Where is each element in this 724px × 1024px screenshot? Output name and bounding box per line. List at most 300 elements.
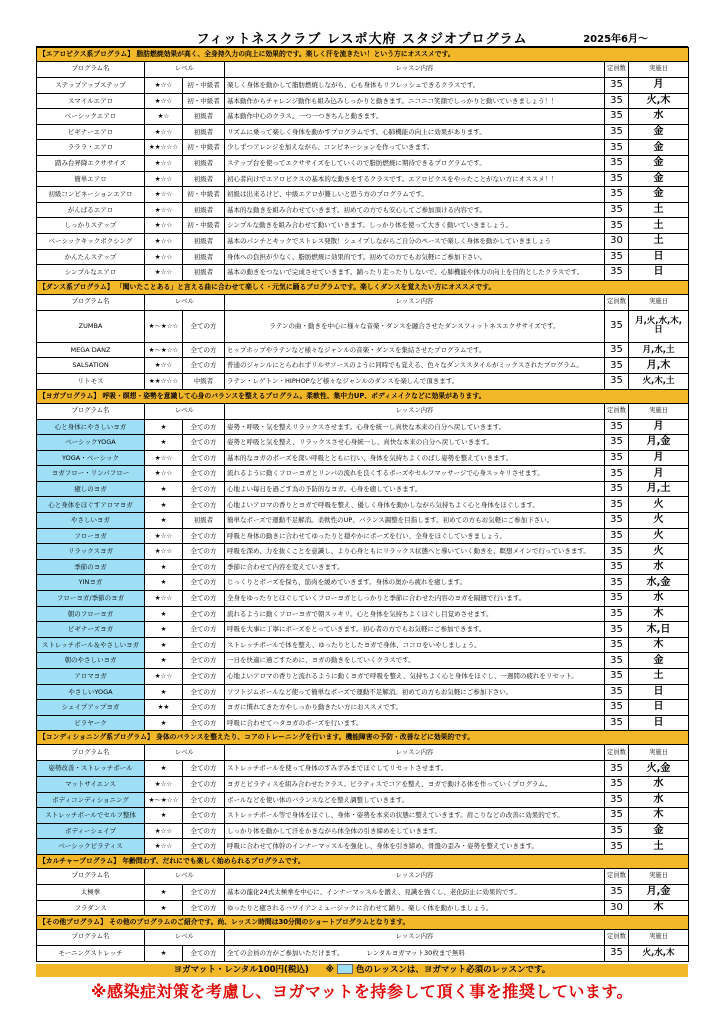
schedule-days: 月,金 — [629, 884, 689, 900]
program-name: 踏み台昇降エクササイズ — [37, 155, 145, 171]
difficulty-stars: ★☆☆ — [145, 450, 183, 466]
difficulty-stars: ★★☆☆☆ — [145, 373, 183, 389]
lesson-description: 全ての会員の方がご参加いただけます。 レンタルヨガマット30枚まで無料 — [225, 946, 605, 962]
schedule-days: 木 — [629, 637, 689, 653]
infection-warning: ※感染症対策を考慮し、ヨガマットを持参して頂く事を推奨しています。 — [90, 981, 634, 1001]
capacity: 35 — [605, 575, 629, 591]
header-content: レッスン内容 — [225, 930, 605, 946]
program-name: フラダンス — [37, 900, 145, 916]
target-level: 全ての方 — [183, 637, 225, 653]
program-name: ビギナーズヨガ — [37, 622, 145, 638]
difficulty-stars: ★☆☆ — [145, 78, 183, 94]
schedule-days: 木 — [629, 808, 689, 824]
target-level: 初・中級者 — [183, 78, 225, 94]
lesson-description: 基本の龍化24式太極拳を中心に、インナーマッスルを鍛え、見識を強くし、老化防止に効果的です。 — [225, 884, 605, 900]
capacity: 35 — [605, 218, 629, 234]
target-level: 全ての方 — [183, 792, 225, 808]
target-level: 初級者 — [183, 155, 225, 171]
header-capacity: 定員数 — [605, 868, 629, 884]
schedule-days: 金 — [629, 124, 689, 140]
program-name: YOGA・ベーシック — [37, 450, 145, 466]
target-level: 全ての方 — [183, 700, 225, 716]
schedule-days: 月,金 — [629, 435, 689, 451]
program-name: やさしいYOGA — [37, 684, 145, 700]
lesson-description: シンプルな動きを組み合わせて動いていきます。しっかり体を使って大きく動いていきましょう。 — [225, 218, 605, 234]
difficulty-stars: ★ — [145, 684, 183, 700]
header-day: 実施日 — [629, 745, 689, 761]
capacity: 35 — [605, 435, 629, 451]
lesson-description: ヒップホップやラテンなど様々なジャンルの音楽・ダンスを集結させたプログラムです。 — [225, 342, 605, 358]
section-heading: 【エアロビクス系プログラム】 脂肪燃焼効果が高く、全身持久力の向上に効果的です。楽しく汗を流きたい！という方にオススメです。 — [37, 48, 689, 62]
header-level: レベル — [145, 868, 225, 884]
blue-color-swatch — [337, 964, 353, 974]
lesson-description: 季節に合わせて内容を変えていきます。 — [225, 559, 605, 575]
header-content: レッスン内容 — [225, 403, 605, 419]
header-program-name: プログラム名 — [37, 294, 145, 310]
target-level: 中級者 — [183, 373, 225, 389]
program-name: しっかりステップ — [37, 218, 145, 234]
capacity: 35 — [605, 497, 629, 513]
lesson-description: 姿勢・呼吸・気を整えリラックスさせます。心身を統一し真快な本来の自分へ戻していきます。 — [225, 419, 605, 435]
program-name: 心と身体をほぐすアロマヨガ — [37, 497, 145, 513]
program-name: 季節のヨガ — [37, 559, 145, 575]
program-row — [37, 513, 689, 529]
capacity: 35 — [605, 559, 629, 575]
header-level: レベル — [145, 745, 225, 761]
program-name: SALSATION — [37, 358, 145, 374]
target-level: 全ての方 — [183, 606, 225, 622]
capacity: 35 — [605, 808, 629, 824]
schedule-days: 金 — [629, 823, 689, 839]
difficulty-stars: ★☆☆ — [145, 249, 183, 265]
capacity: 35 — [605, 884, 629, 900]
target-level: 全ての方 — [183, 761, 225, 777]
target-level: 全ての方 — [183, 528, 225, 544]
program-name: 朝のフローヨガ — [37, 606, 145, 622]
header-program-name: プログラム名 — [37, 930, 145, 946]
header-capacity: 定員数 — [605, 745, 629, 761]
target-level: 全ての方 — [183, 544, 225, 560]
schedule-days: 火,水,木 — [629, 946, 689, 962]
lesson-description: 少しずつアレンジを加えながら、コンビネーションを作っていきます。 — [225, 140, 605, 156]
schedule-days: 水 — [629, 591, 689, 607]
lesson-description: 呼吸を深め、力を抜くことを意識し、より心身ともにリラックス状態へと導いていく動きを、瞑想メインで行っていきます。 — [225, 544, 605, 560]
schedule-days: 月 — [629, 466, 689, 482]
capacity: 35 — [605, 669, 629, 685]
schedule-days: 木 — [629, 900, 689, 916]
program-row — [37, 155, 689, 171]
header-day: 実施日 — [629, 868, 689, 884]
target-level: 全ての方 — [183, 622, 225, 638]
lesson-description: 呼吸を大事に丁寧にポーズをとっていきます。初心者の方でもお気軽にご参加できます。 — [225, 622, 605, 638]
program-row — [37, 171, 689, 187]
capacity: 35 — [605, 776, 629, 792]
header-program-name: プログラム名 — [37, 868, 145, 884]
program-row — [37, 202, 689, 218]
target-level: 初級者 — [183, 202, 225, 218]
lesson-description: ヨガとピラティスを組み合わせたクラス。ピラティスでコアを整え、ヨガで動ける体を作っていくプログラム。 — [225, 776, 605, 792]
program-row — [37, 669, 689, 685]
program-name: ボディーシェイプ — [37, 823, 145, 839]
program-row — [37, 808, 689, 824]
lesson-description: ヨガに慣れてきた方やしっかり動きたい方におススメです。 — [225, 700, 605, 716]
program-row — [37, 700, 689, 716]
schedule-days: 月,木 — [629, 358, 689, 374]
program-row — [37, 622, 689, 638]
capacity: 35 — [605, 450, 629, 466]
lesson-description: 心地よいアロマの香りと流れるように動くヨガで呼吸を整え、気持ちよく心と身体をほぐし、一週間の疲れをリセット。 — [225, 669, 605, 685]
program-name: ZUMBA — [37, 310, 145, 342]
difficulty-stars: ★ — [145, 606, 183, 622]
target-level: 初級者 — [183, 109, 225, 125]
program-name: かんたんステップ — [37, 249, 145, 265]
program-row — [37, 544, 689, 560]
lesson-description: 呼吸に合わせて体幹のインナーマッスルを強化し、身体を引き締め、骨盤の歪み・姿勢を整えていきます。 — [225, 839, 605, 855]
target-level: 初級者 — [183, 265, 225, 281]
program-name: ベーシックピラティス — [37, 839, 145, 855]
capacity: 35 — [605, 761, 629, 777]
lesson-description: 流れるように動くフローヨガとリンパの流れを良くするポーズやセルフマッサージで心身スッキリさせます。 — [225, 466, 605, 482]
target-level: 全ての方 — [183, 591, 225, 607]
schedule-days: 水 — [629, 559, 689, 575]
effective-date: 2025年6月～ — [583, 34, 648, 45]
program-row — [37, 575, 689, 591]
schedule-days: 月,水,土 — [629, 342, 689, 358]
schedule-days: 水 — [629, 792, 689, 808]
program-row — [37, 761, 689, 777]
capacity: 35 — [605, 155, 629, 171]
schedule-days: 金 — [629, 171, 689, 187]
capacity: 35 — [605, 481, 629, 497]
program-name: 心と身体にやさしいヨガ — [37, 419, 145, 435]
schedule-days: 火 — [629, 544, 689, 560]
program-row — [37, 481, 689, 497]
schedule-days: 土 — [629, 669, 689, 685]
target-level: 全ての方 — [183, 419, 225, 435]
program-name: 初級コンビネーションエアロ — [37, 187, 145, 203]
capacity: 35 — [605, 109, 629, 125]
lesson-description: ボールなどを使い体のバランスなどを整え調整していきます。 — [225, 792, 605, 808]
program-name: シンプルなエアロ — [37, 265, 145, 281]
schedule-days: 月,土 — [629, 481, 689, 497]
lesson-description: 基本的なヨガのポーズを深い呼吸とともに行い、身体を気持ちよくのばし姿勢を整えていきます。 — [225, 450, 605, 466]
program-name: YINヨガ — [37, 575, 145, 591]
capacity: 35 — [605, 140, 629, 156]
difficulty-stars: ★★ — [145, 700, 183, 716]
program-name: がんばるエアロ — [37, 202, 145, 218]
title-bar — [36, 26, 688, 47]
difficulty-stars: ★ — [145, 513, 183, 529]
section-heading-row — [37, 731, 689, 745]
lesson-description: しっかり体を動かして汗をかきながら体全体の引き締めをしていきます。 — [225, 823, 605, 839]
lesson-description: ラテン・レゲトン・HIPHOPなど様々なジャンルのダンスを楽しんで頂きます。 — [225, 373, 605, 389]
schedule-days: 火,木,土 — [629, 373, 689, 389]
target-level: 全ての方 — [183, 481, 225, 497]
capacity: 35 — [605, 171, 629, 187]
lesson-description: 基本のパンチとキックでストレス発散！シェイプしながらご自分のペースで楽しく身体を動かしていきましょう — [225, 233, 605, 249]
lesson-description: 心地よい毎日を過ごす為の予防的なヨガ。心身を癒していきます。 — [225, 481, 605, 497]
lesson-description: 姿勢と呼吸と気を整え、リラックスさせ心身統一し、真快な本来の自分へ戻していきます。 — [225, 435, 605, 451]
capacity: 35 — [605, 606, 629, 622]
program-row — [37, 218, 689, 234]
difficulty-stars: ★★☆☆☆ — [145, 140, 183, 156]
difficulty-stars: ★ — [145, 884, 183, 900]
difficulty-stars: ★☆☆ — [145, 265, 183, 281]
program-row — [37, 776, 689, 792]
target-level: 全ての方 — [183, 808, 225, 824]
program-name: ボディコンディショニング — [37, 792, 145, 808]
lesson-description: 基本動作からチャレンジ動作も組み込みしっかりと動きます。ニコニコ笑顔でしっかりと動いていきましょう！！ — [225, 93, 605, 109]
difficulty-stars: ★☆☆ — [145, 669, 183, 685]
section-heading: 【カルチャープログラム】 年齢問わず、だれにでも楽しく始められるプログラムです。 — [37, 854, 689, 868]
target-level: 全ての方 — [183, 342, 225, 358]
schedule-days: 火 — [629, 513, 689, 529]
program-table — [36, 47, 689, 962]
capacity: 35 — [605, 419, 629, 435]
program-name: ストレッチポール＆やさしいヨガ — [37, 637, 145, 653]
capacity: 30 — [605, 233, 629, 249]
target-level: 初級者 — [183, 513, 225, 529]
target-level: 初・中級者 — [183, 93, 225, 109]
capacity: 35 — [605, 684, 629, 700]
header-level: レベル — [145, 930, 225, 946]
capacity: 35 — [605, 715, 629, 731]
program-name: フローヨガ/季節のヨガ — [37, 591, 145, 607]
lesson-description: 身体への負担が少なく、脂肪燃焼に効果的です。初めての方でもお気軽にご参加下さい。 — [225, 249, 605, 265]
header-capacity: 定員数 — [605, 62, 629, 78]
target-level: 全ての方 — [183, 653, 225, 669]
lesson-description: リズムに乗って楽しく身体を動かすプログラムです。心肺機能の向上に効果があります。 — [225, 124, 605, 140]
target-level: 全ての方 — [183, 776, 225, 792]
target-level: 全ての方 — [183, 884, 225, 900]
program-row — [37, 373, 689, 389]
header-level: レベル — [145, 403, 225, 419]
capacity: 35 — [605, 342, 629, 358]
capacity: 35 — [605, 622, 629, 638]
target-level: 全ての方 — [183, 450, 225, 466]
program-row — [37, 233, 689, 249]
capacity: 35 — [605, 591, 629, 607]
page-title: フィットネスクラブ レスポ大府 スタジオプログラム — [196, 32, 528, 47]
schedule-days: 水,金 — [629, 575, 689, 591]
schedule-days: 月 — [629, 450, 689, 466]
difficulty-stars: ★ — [145, 637, 183, 653]
difficulty-stars: ★ — [145, 715, 183, 731]
lesson-description: 一日を快適に過ごすために、ヨガの動きをしていくクラスです。 — [225, 653, 605, 669]
lesson-description: ソフトジムボールなど使って簡単なポーズで運動不足解消。初めての方もお気軽にご参加下さい。 — [225, 684, 605, 700]
program-row — [37, 684, 689, 700]
lesson-description: 楽しく身体を動かして脂肪燃焼しながら、心も身体もリフレッシュできるクラスです。 — [225, 78, 605, 94]
schedule-days: 水 — [629, 776, 689, 792]
target-level: 全ての方 — [183, 669, 225, 685]
difficulty-stars: ★☆☆ — [145, 93, 183, 109]
program-name: リラックスヨガ — [37, 544, 145, 560]
section-heading-row — [37, 854, 689, 868]
program-row — [37, 839, 689, 855]
schedule-days: 日 — [629, 715, 689, 731]
program-name: ヨガフロー・リンパフロー — [37, 466, 145, 482]
program-name: 姿勢改善・ストレッチポール — [37, 761, 145, 777]
program-row — [37, 265, 689, 281]
target-level: 全ての方 — [183, 684, 225, 700]
schedule-days: 金 — [629, 155, 689, 171]
difficulty-stars: ★ — [145, 497, 183, 513]
capacity: 35 — [605, 310, 629, 342]
program-name: リトモス — [37, 373, 145, 389]
program-name: スマイルエアロ — [37, 93, 145, 109]
lesson-description: 基本の動きをつないで完成させていきます。踊ったり走ったりしないで、心肺機能や体力の向上を目的としたクラスです。 — [225, 265, 605, 281]
program-row — [37, 559, 689, 575]
header-content: レッスン内容 — [225, 868, 605, 884]
schedule-days: 木,日 — [629, 622, 689, 638]
schedule-days: 土 — [629, 233, 689, 249]
program-name: モーニングストレッチ — [37, 946, 145, 962]
header-program-name: プログラム名 — [37, 403, 145, 419]
header-content: レッスン内容 — [225, 62, 605, 78]
lesson-description: 呼吸と身体の動きに合わせてゆったりと穏やかにポーズを行い、全身をほぐしていきましょう。 — [225, 528, 605, 544]
mat-required-text: 色のレッスンは、ヨガマット必須のレッスンです。 — [356, 964, 551, 975]
schedule-days: 土 — [629, 839, 689, 855]
lesson-description: じっくりとポーズを保ち、筋肉を緩めていきます。身体の奥から疲れを癒します。 — [225, 575, 605, 591]
header-level: レベル — [145, 294, 225, 310]
difficulty-stars: ★☆☆ — [145, 528, 183, 544]
capacity: 35 — [605, 93, 629, 109]
schedule-days: 火,金 — [629, 761, 689, 777]
difficulty-stars: ★～★☆☆ — [145, 342, 183, 358]
lesson-description: 初心者向けでエアロビクスの基本的な動きをするクラスです。エアロビクスをやったことがない方にオススメ！！ — [225, 171, 605, 187]
program-row — [37, 528, 689, 544]
difficulty-stars: ★ — [145, 808, 183, 824]
header-level: レベル — [145, 62, 225, 78]
capacity: 35 — [605, 637, 629, 653]
program-row — [37, 435, 689, 451]
difficulty-stars: ★☆☆ — [145, 202, 183, 218]
target-level: 全ての方 — [183, 823, 225, 839]
target-level: 全ての方 — [183, 715, 225, 731]
mat-rental-note — [36, 964, 688, 977]
difficulty-stars: ★☆☆ — [145, 218, 183, 234]
lesson-description: ストレッチポール等で身体をほぐし、身体・姿勢を本来の状態に整えていきます。肩こりなどの改善に効果的です。 — [225, 808, 605, 824]
difficulty-stars: ★ — [145, 559, 183, 575]
program-row — [37, 637, 689, 653]
section-heading-row — [37, 916, 689, 930]
program-name: 癒しのヨガ — [37, 481, 145, 497]
target-level: 全ての方 — [183, 358, 225, 374]
program-row — [37, 187, 689, 203]
lesson-description: ストレッチポールを使って身体のすみずみまでほぐしてリセットさせます。 — [225, 761, 605, 777]
program-name: ストレッチポールでセルフ整体 — [37, 808, 145, 824]
target-level: 全ての方 — [183, 946, 225, 962]
lesson-description: ストレッチポールで体を整え、ゆったりとしたヨガで身体、ココロをいやしましょう。 — [225, 637, 605, 653]
section-heading: 【その他プログラム】 その他のプログラムのご紹介です。尚、レッスン時間は30分間のショートプログラムとなります。 — [37, 916, 689, 930]
schedule-days: 日 — [629, 249, 689, 265]
header-day: 実施日 — [629, 930, 689, 946]
program-row — [37, 78, 689, 94]
target-level: 初・中級者 — [183, 140, 225, 156]
lesson-description: 基本動作中心のクラス。一つ一つきちんと動きます。 — [225, 109, 605, 125]
lesson-description: 流れるように動くフローヨガで朝スッキリ。心と身体を気持ちよくほぐし目覚めさせます。 — [225, 606, 605, 622]
program-name: ラララ・エアロ — [37, 140, 145, 156]
target-level: 初級者 — [183, 171, 225, 187]
column-header-row — [37, 294, 689, 310]
capacity: 35 — [605, 513, 629, 529]
difficulty-stars: ★☆☆ — [145, 544, 183, 560]
header-capacity: 定員数 — [605, 403, 629, 419]
header-program-name: プログラム名 — [37, 62, 145, 78]
capacity: 35 — [605, 700, 629, 716]
difficulty-stars: ★☆☆ — [145, 171, 183, 187]
schedule-days: 火 — [629, 497, 689, 513]
header-capacity: 定員数 — [605, 294, 629, 310]
program-row — [37, 900, 689, 916]
difficulty-stars: ★☆☆ — [145, 839, 183, 855]
difficulty-stars: ★ — [145, 900, 183, 916]
program-row — [37, 591, 689, 607]
schedule-days: 火 — [629, 528, 689, 544]
header-day: 実施日 — [629, 62, 689, 78]
difficulty-stars: ★☆☆ — [145, 776, 183, 792]
program-name: ベーシックYOGA — [37, 435, 145, 451]
difficulty-stars: ★～★☆☆ — [145, 310, 183, 342]
section-heading: 【ヨガプログラム】 呼吸・瞑想・姿勢を意識して心身のバランスを整えるプログラム。柔軟性、集中力UP、ボディメイクなどに効果があります。 — [37, 389, 689, 403]
lesson-description: 普通のジャンルにとらわれずリルサソースのように同時でも覚える、色々なダンススタイルがミックスされたプログラム。 — [225, 358, 605, 374]
difficulty-stars: ★☆☆ — [145, 823, 183, 839]
program-row — [37, 358, 689, 374]
lesson-description: ゆったりと癒されるハワイアンミュージックに合わせて踊り、楽しく体を動かしましょう。 — [225, 900, 605, 916]
column-header-row — [37, 868, 689, 884]
program-name: やさしいヨガ — [37, 513, 145, 529]
capacity: 35 — [605, 202, 629, 218]
schedule-days: 日 — [629, 265, 689, 281]
program-name: ピラヤーク — [37, 715, 145, 731]
program-row — [37, 93, 689, 109]
program-row — [37, 342, 689, 358]
difficulty-stars: ★ — [145, 419, 183, 435]
lesson-description: 初級は出来るけど、中級エアロが難しいと思う方のプログラムです。 — [225, 187, 605, 203]
program-row — [37, 823, 689, 839]
capacity: 35 — [605, 265, 629, 281]
program-name: マットサイエンス — [37, 776, 145, 792]
difficulty-stars: ★～★☆☆ — [145, 792, 183, 808]
difficulty-stars: ★☆ — [145, 109, 183, 125]
difficulty-stars: ★ — [145, 653, 183, 669]
program-name: アロマヨガ — [37, 669, 145, 685]
difficulty-stars: ★☆☆ — [145, 591, 183, 607]
target-level: 全ての方 — [183, 466, 225, 482]
section-heading: 【コンディショニング系プログラム】 身体のバランスを整えたり、コアのトレーニングを行います。機能障害の予防・改善などに効果的です。 — [37, 731, 689, 745]
column-header-row — [37, 403, 689, 419]
program-row — [37, 497, 689, 513]
program-row — [37, 109, 689, 125]
program-name: フローヨガ — [37, 528, 145, 544]
program-name: MEGA DANZ — [37, 342, 145, 358]
schedule-days: 土 — [629, 218, 689, 234]
target-level: 全ての方 — [183, 497, 225, 513]
schedule-days: 金 — [629, 187, 689, 203]
program-name: ベーシックキックボクシング — [37, 233, 145, 249]
difficulty-stars: ★ — [145, 481, 183, 497]
section-heading: 【ダンス系プログラム】 「聞いたことある」と言える曲に合わせて楽しく・元気に踊るプログラムです。楽しくダンスを覚えたい方にオススメです。 — [37, 280, 689, 294]
capacity: 35 — [605, 544, 629, 560]
program-row — [37, 792, 689, 808]
program-name: 簡単エアロ — [37, 171, 145, 187]
target-level: 全ての方 — [183, 839, 225, 855]
lesson-description: 簡単なポーズで運動不足解消。柔軟性のUP、バランス調整を目指します。初めての方もお気軽にご参加下さい。 — [225, 513, 605, 529]
difficulty-stars: ★☆☆ — [145, 466, 183, 482]
capacity: 35 — [605, 187, 629, 203]
difficulty-stars: ★☆☆ — [145, 358, 183, 374]
capacity: 30 — [605, 900, 629, 916]
